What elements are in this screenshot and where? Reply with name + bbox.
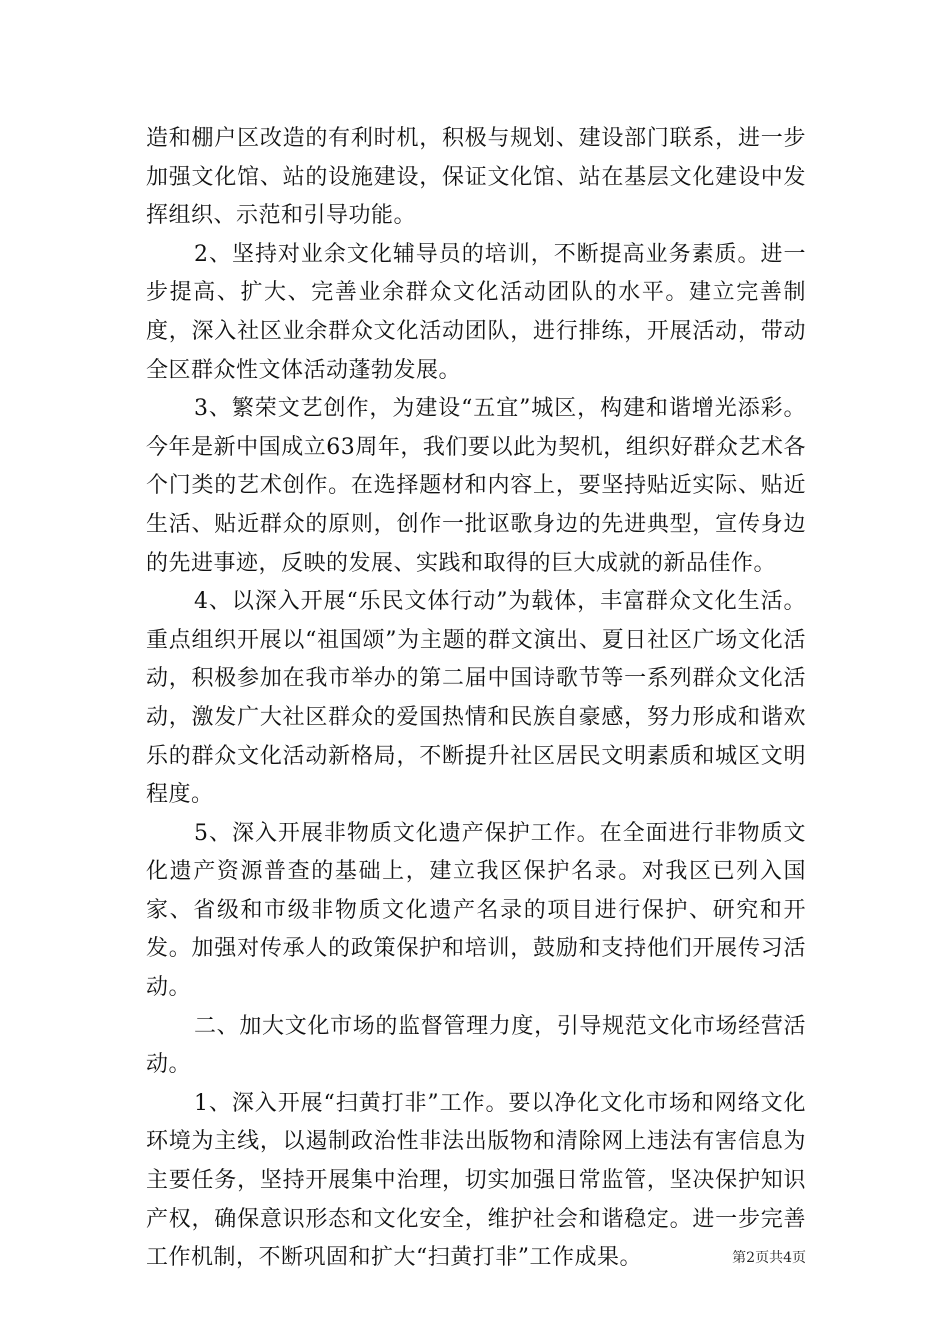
- document-body: [146, 120, 806, 1278]
- section-heading-2: 二、加大文化市场的监督管理力度，引导规范文化市场经营活动。: [146, 1013, 806, 1078]
- paragraph-7: 1、深入开展“扫黄打非”工作。要以净化文化市场和网络文化环境为主线，以遏制政治性非法出版物和清除网上违法有害信息为主要任务，坚持开展集中治理，切实加强日常监管，坚决保护知识产权，确保意识形态和文化安全，维护社会和谐稳定。进一步完善工作机制，不断巩固和扩大“扫黄打非”工作成果。: [146, 1090, 806, 1271]
- paragraph-5: 5、深入开展非物质文化遗产保护工作。在全面进行非物质文化遗产资源普查的基础上，建立我区保护名录。对我区已列入国家、省级和市级非物质文化遗产名录的项目进行保护、研究和开发。加强对传承人的政策保护和培训，鼓励和支持他们开展传习活动。: [146, 820, 806, 1001]
- paragraph-2: 2、坚持对业余文化辅导员的培训，不断提高业务素质。进一步提高、扩大、完善业余群众文化活动团队的水平。建立完善制度，深入社区业余群众文化活动团队，进行排练，开展活动，带动全区群众性文体活动蓬勃发展。: [146, 241, 806, 383]
- page-number: 第2页共4页: [732, 1250, 806, 1266]
- paragraph-4: 4、以深入开展“乐民文体行动”为载体，丰富群众文化生活。重点组织开展以“祖国颂”为主题的群文演出、夏日社区广场文化活动，积极参加在我市举办的第二届中国诗歌节等一系列群众文化活动，激发广大社区群众的爱国热情和民族自豪感，努力形成和谐欢乐的群众文化活动新格局，不断提升社区居民文明素质和城区文明程度。: [146, 589, 806, 808]
- paragraph-3: 3、繁荣文艺创作，为建设“五宜”城区，构建和谐增光添彩。今年是新中国成立63周年，我们要以此为契机，组织好群众艺术各个门类的艺术创作。在选择题材和内容上，要坚持贴近实际、贴近生活、贴近群众的原则，创作一批讴歌身边的先进典型，宣传身边的先进事迹，反映的发展、实践和取得的巨大成就的新品佳作。: [146, 396, 806, 576]
- paragraph-1: 造和棚户区改造的有利时机，积极与规划、建设部门联系，进一步加强文化馆、站的设施建设，保证文化馆、站在基层文化建设中发挥组织、示范和引导功能。: [146, 126, 806, 229]
